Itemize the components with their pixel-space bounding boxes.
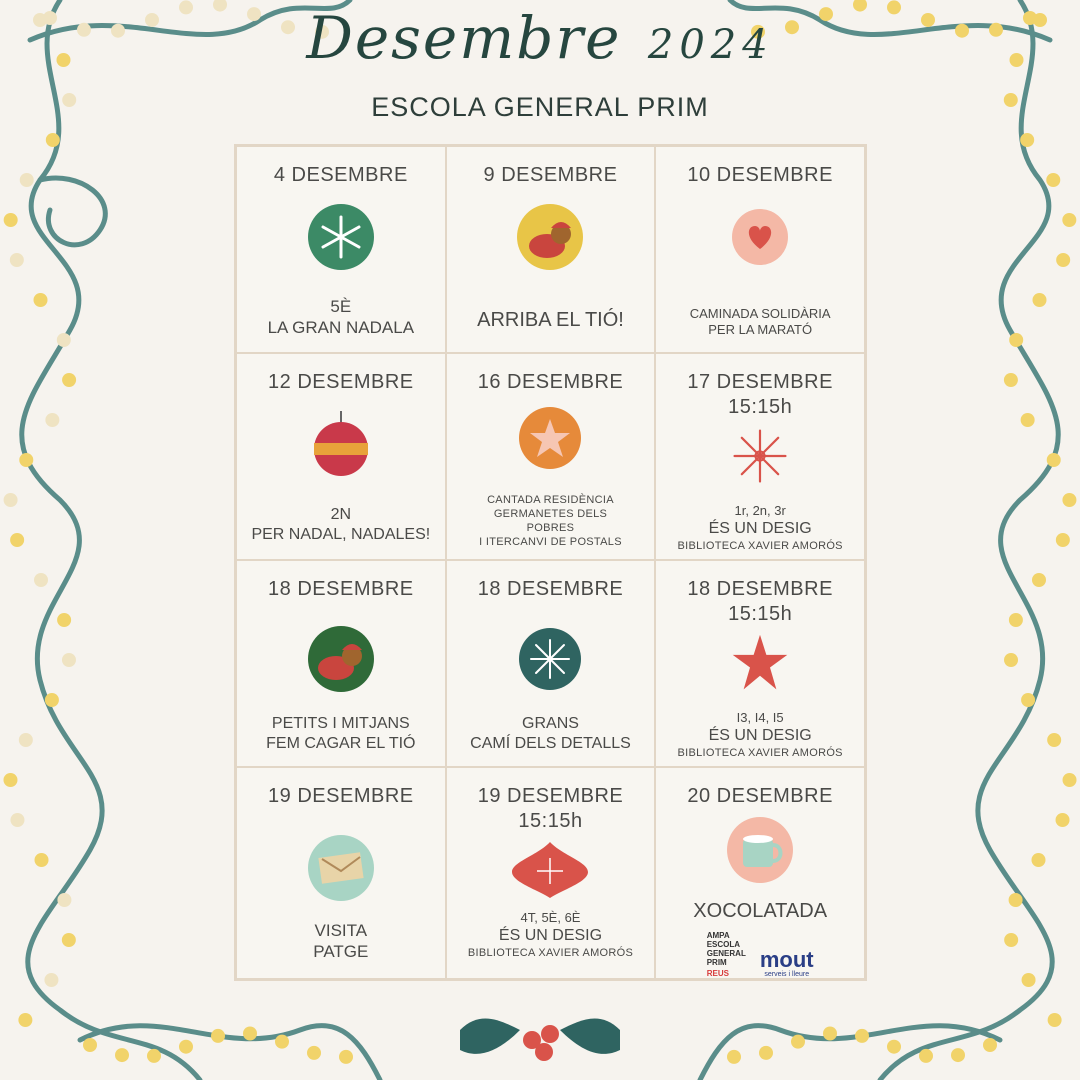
light-bulb — [1009, 613, 1023, 627]
event-line: 1r, 2n, 3r — [734, 503, 786, 518]
garland-left — [22, 0, 200, 1080]
snowflake-circle-icon — [517, 626, 583, 692]
event-date: 16 DESEMBRE — [477, 371, 624, 393]
light-bulb — [727, 1050, 741, 1064]
light-bulb — [83, 1038, 97, 1052]
light-bulb — [951, 1048, 965, 1062]
light-bulb — [19, 733, 33, 747]
light-bulb — [4, 213, 18, 227]
ampa-line: ESCOLA — [706, 940, 741, 949]
events-calendar — [234, 144, 867, 981]
event-line: VISITA — [314, 921, 368, 940]
light-bulb — [18, 1013, 32, 1027]
event-card — [655, 560, 865, 767]
mout-name: mout — [759, 947, 814, 972]
event-card — [446, 767, 656, 979]
event-place: BIBLIOTECA XAVIER AMORÓS — [467, 947, 634, 959]
event-card — [446, 146, 656, 353]
light-bulb — [4, 493, 18, 507]
light-bulb — [1004, 653, 1018, 667]
light-bulb — [339, 1050, 353, 1064]
school-name: ESCOLA GENERAL PRIM — [371, 92, 709, 122]
light-bulb — [211, 1029, 225, 1043]
ampa-city: REUS — [706, 969, 729, 978]
light-bulb — [1004, 373, 1018, 387]
bauble-icon — [512, 840, 588, 900]
event-time: 15:15h — [518, 810, 583, 832]
light-bulb — [3, 773, 17, 787]
light-bulb — [275, 1035, 289, 1049]
event-card — [236, 146, 446, 353]
event-date: 19 DESEMBRE — [268, 785, 414, 807]
ampa-line: AMPA — [706, 931, 730, 940]
light-bulb — [1009, 333, 1023, 347]
holly-decoration — [460, 1018, 620, 1061]
event-card — [655, 353, 865, 560]
event-place: BIBLIOTECA XAVIER AMORÓS — [677, 540, 843, 552]
star-icon — [517, 405, 583, 471]
header — [0, 4, 1080, 72]
event-line: PER NADAL, NADALES! — [251, 526, 431, 543]
event-date: 19 DESEMBRE — [477, 785, 624, 807]
light-bulb — [791, 1035, 805, 1049]
ornament-icon — [308, 411, 374, 477]
garland-left-loop — [40, 178, 105, 245]
light-bulb — [307, 1046, 321, 1060]
event-card — [236, 560, 446, 767]
light-bulb — [983, 1038, 997, 1052]
light-bulb — [1056, 533, 1070, 547]
light-bulb — [10, 533, 24, 547]
light-bulb — [20, 173, 34, 187]
light-bulb — [1048, 1013, 1062, 1027]
mug-icon — [727, 817, 793, 883]
event-line: POBRES — [526, 522, 575, 534]
light-bulb — [1047, 453, 1061, 467]
event-time: 15:15h — [728, 396, 793, 418]
light-bulb — [19, 453, 33, 467]
event-line: 2N — [330, 506, 352, 523]
event-line: 4T, 5È, 6È — [520, 910, 581, 925]
mout-logo — [760, 949, 814, 978]
light-bulb — [57, 333, 71, 347]
event-line: 5È — [330, 297, 352, 316]
light-bulb — [44, 973, 58, 987]
tio-icon — [308, 626, 374, 692]
light-bulb — [1056, 253, 1070, 267]
ampa-line: GENERAL — [706, 949, 746, 958]
star-red-icon — [730, 633, 790, 693]
event-date: 18 DESEMBRE — [687, 578, 833, 600]
light-bulb — [1021, 693, 1035, 707]
event-date: 20 DESEMBRE — [687, 785, 833, 807]
letter-icon — [308, 835, 374, 901]
light-bulb — [115, 1048, 129, 1062]
light-bulb — [10, 253, 24, 267]
event-date: 17 DESEMBRE — [687, 371, 833, 393]
event-place: BIBLIOTECA XAVIER AMORÓS — [677, 747, 843, 759]
event-line: CANTADA RESIDÈNCIA — [487, 494, 614, 506]
event-line: ÉS UN DESIG — [708, 520, 812, 537]
event-date: 10 DESEMBRE — [687, 164, 833, 186]
event-line: LA GRAN NADALA — [267, 318, 415, 337]
light-bulb — [57, 893, 71, 907]
light-bulb — [45, 693, 59, 707]
heart-icon — [727, 204, 793, 270]
event-card — [446, 560, 656, 767]
event-line: CAMINADA SOLIDÀRIA — [689, 306, 831, 321]
ampa-logo — [707, 931, 746, 978]
light-bulb — [62, 653, 76, 667]
light-bulb — [887, 1040, 901, 1054]
event-line: GERMANETES DELS — [493, 508, 608, 520]
ampa-line: PRIM — [706, 958, 727, 967]
light-bulb — [1022, 973, 1036, 987]
light-bulb — [243, 1026, 257, 1040]
page-year: 2024 — [647, 22, 774, 68]
light-bulb — [179, 1040, 193, 1054]
light-bulb — [1062, 213, 1076, 227]
light-bulb — [34, 293, 48, 307]
light-bulb — [1063, 773, 1077, 787]
light-bulb — [35, 853, 49, 867]
tio-icon — [517, 204, 583, 270]
light-bulb — [1062, 493, 1076, 507]
event-line: ÉS UN DESIG — [498, 927, 603, 944]
event-card — [446, 353, 656, 560]
event-line: I3, I4, I5 — [736, 710, 784, 725]
event-line: PETITS I MITJANS — [271, 715, 410, 732]
light-bulb — [10, 813, 24, 827]
light-bulb — [45, 413, 59, 427]
snowflake-line-icon — [730, 426, 790, 486]
event-card — [655, 146, 865, 353]
event-line: XOCOLATADA — [693, 900, 828, 922]
light-bulb — [62, 373, 76, 387]
light-bulb — [34, 573, 48, 587]
mout-subtitle: serveis i lleure — [764, 971, 810, 978]
event-card — [236, 353, 446, 560]
event-line: I ITERCANVI DE POSTALS — [479, 536, 622, 548]
light-bulb — [855, 1029, 869, 1043]
event-time: 15:15h — [728, 603, 793, 625]
page-title: Desembre — [306, 4, 622, 72]
sponsor-logos — [707, 931, 814, 978]
event-line: PER LA MARATÓ — [708, 322, 813, 337]
event-line: FEM CAGAR EL TIÓ — [266, 735, 416, 752]
light-bulb — [1009, 893, 1023, 907]
event-line: PATGE — [313, 942, 369, 961]
event-date: 12 DESEMBRE — [268, 371, 414, 393]
light-bulb — [62, 933, 76, 947]
light-bulb — [1046, 173, 1060, 187]
light-bulb — [1004, 933, 1018, 947]
event-line: GRANS — [522, 715, 579, 732]
event-date: 18 DESEMBRE — [268, 578, 414, 600]
light-bulb — [1020, 133, 1034, 147]
light-bulb — [823, 1026, 837, 1040]
light-bulb — [1056, 813, 1070, 827]
light-bulb — [919, 1049, 933, 1063]
light-bulb — [1021, 413, 1035, 427]
light-bulb — [1031, 853, 1045, 867]
light-bulb — [46, 133, 60, 147]
event-card — [236, 767, 446, 979]
light-bulb — [759, 1046, 773, 1060]
event-date: 18 DESEMBRE — [477, 578, 624, 600]
light-bulb — [1032, 293, 1046, 307]
event-line: ÉS UN DESIG — [708, 727, 812, 744]
snowflake-icon — [308, 204, 374, 270]
event-line: ARRIBA EL TIÓ! — [477, 309, 624, 331]
event-date: 4 DESEMBRE — [273, 164, 408, 186]
light-bulb — [147, 1049, 161, 1063]
event-line: CAMÍ DELS DETALLS — [470, 735, 631, 752]
light-bulb — [57, 613, 71, 627]
light-bulb — [1047, 733, 1061, 747]
garland-right — [880, 0, 1058, 1080]
light-bulb — [1032, 573, 1046, 587]
event-date: 9 DESEMBRE — [483, 164, 618, 186]
event-card — [655, 767, 865, 979]
